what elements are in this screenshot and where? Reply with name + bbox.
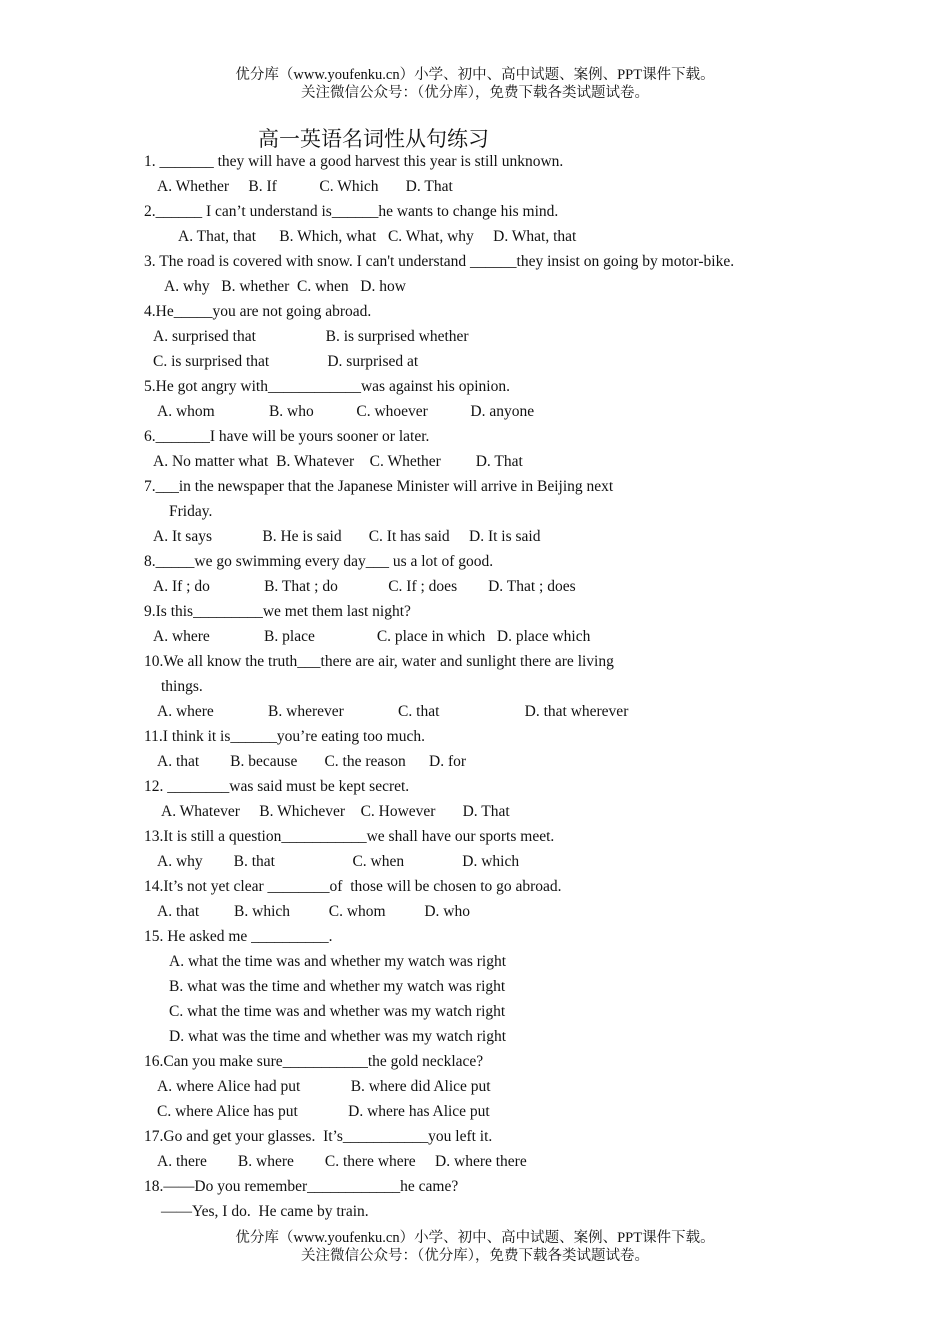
option-line: B. what was the time and whether my watch was right (169, 978, 506, 995)
page-title: 高一英语名词性从句练习 (258, 127, 489, 151)
question-line: 11.I think it is______you’re eating too much. (144, 728, 425, 745)
question-line: 4.He_____you are not going abroad. (144, 303, 372, 320)
question-line: 13.It is still a question___________we shall have our sports meet. (144, 828, 555, 845)
question-line: 16.Can you make sure___________the gold necklace? (144, 1053, 484, 1070)
option-line: A. surprised that B. is surprised whether (153, 328, 469, 345)
question-line: 6._______I have will be yours sooner or later. (144, 428, 430, 445)
question-line: 1. _______ they will have a good harvest this year is still unknown. (144, 153, 564, 170)
dialogue-line: ——Yes, I do. He came by train. (161, 1203, 369, 1220)
option-line: A. where B. place C. place in which D. place which (153, 628, 591, 645)
question-line: 10.We all know the truth___there are air, water and sunlight there are living (144, 653, 614, 670)
option-line: C. where Alice has put D. where has Alice put (157, 1103, 490, 1120)
option-line: A. that B. because C. the reason D. for (157, 753, 467, 770)
header-line-2: 关注微信公众号：（优分库），免费下载各类试题试卷。 (301, 85, 649, 101)
option-line: C. is surprised that D. surprised at (153, 353, 419, 370)
question-line: 12. ________was said must be kept secret. (144, 778, 410, 795)
footer-line-1: 优分库（www.youfenku.cn）小学、初中、高中试题、案例、PPT课件下载。 (235, 1230, 715, 1246)
option-line: A. Whatever B. Whichever C. However D. That (161, 803, 510, 820)
question-line: 8._____we go swimming every day___ us a lot of good. (144, 553, 494, 570)
header-line-1: 优分库（www.youfenku.cn）小学、初中、高中试题、案例、PPT课件下载。 (235, 67, 715, 83)
option-line: A. If ; do B. That ; do C. If ; does D. That ; does (153, 578, 576, 595)
question-line: 17.Go and get your glasses. It’s___________you left it. (144, 1128, 493, 1145)
option-line: A. where B. wherever C. that D. that wherever (157, 703, 629, 720)
question-continuation: Friday. (169, 503, 213, 520)
option-line: A. where Alice had put B. where did Alice put (157, 1078, 491, 1095)
option-line: A. there B. where C. there where D. where there (157, 1153, 527, 1170)
question-line: 18.——Do you remember____________he came? (144, 1178, 459, 1195)
option-line: A. Whether B. If C. Which D. That (157, 178, 453, 195)
option-line: A. that B. which C. whom D. who (157, 903, 471, 920)
option-line: A. It says B. He is said C. It has said D. It is said (153, 528, 541, 545)
footer-line-2: 关注微信公众号：（优分库），免费下载各类试题试卷。 (301, 1248, 649, 1264)
question-line: 15. He asked me __________. (144, 928, 333, 945)
option-line: A. That, that B. Which, what C. What, why D. What, that (178, 228, 577, 245)
question-line: 5.He got angry with____________was against his opinion. (144, 378, 510, 395)
question-line: 9.Is this_________we met them last night? (144, 603, 411, 620)
question-line: 3. The road is covered with snow. I can't understand ______they insist on going by motor-bike. (144, 253, 735, 270)
option-line: C. what the time was and whether was my watch right (169, 1003, 506, 1020)
question-line: 7.___in the newspaper that the Japanese Minister will arrive in Beijing next (144, 478, 614, 495)
option-line: A. what the time was and whether my watch was right (169, 953, 507, 970)
option-line: D. what was the time and whether was my watch right (169, 1028, 507, 1045)
option-line: A. why B. whether C. when D. how (164, 278, 406, 295)
question-line: 14.It’s not yet clear ________of those will be chosen to go abroad. (144, 878, 562, 895)
option-line: A. No matter what B. Whatever C. Whether D. That (153, 453, 523, 470)
option-line: A. why B. that C. when D. which (157, 853, 520, 870)
question-continuation: things. (161, 678, 203, 695)
option-line: A. whom B. who C. whoever D. anyone (157, 403, 535, 420)
question-line: 2.______ I can’t understand is______he wants to change his mind. (144, 203, 559, 220)
